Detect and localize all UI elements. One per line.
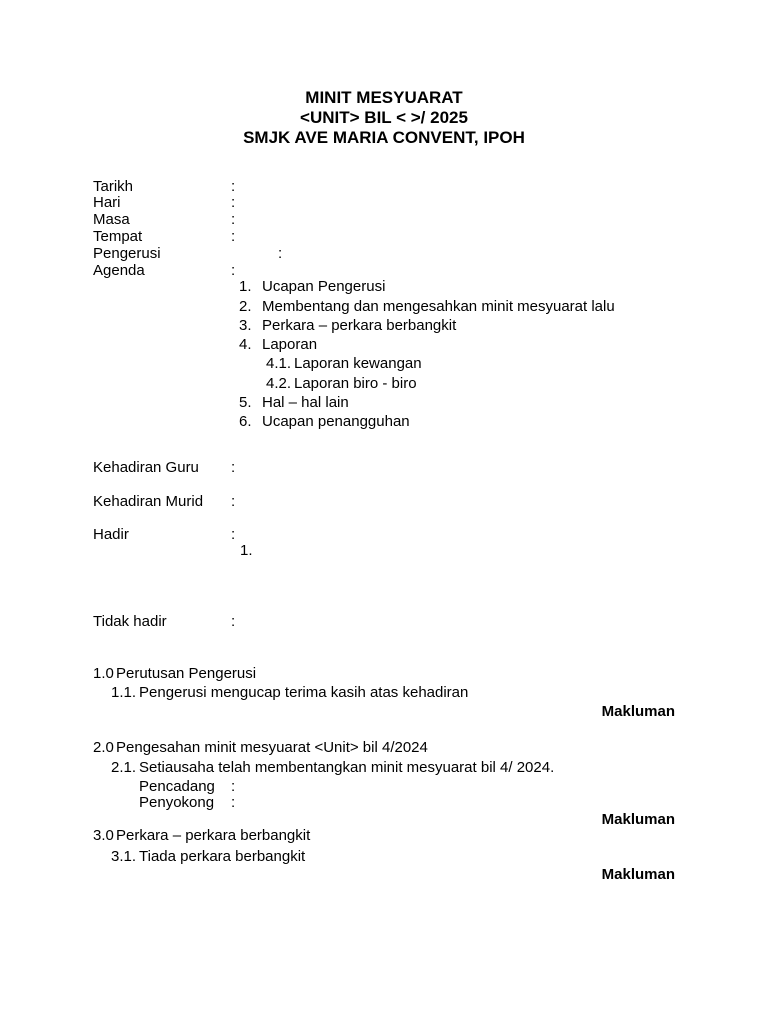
colon: : bbox=[231, 194, 236, 211]
agenda-item-4-2: Laporan biro - biro bbox=[294, 375, 417, 392]
agenda-number: 2. bbox=[239, 298, 252, 315]
colon: : bbox=[231, 493, 236, 510]
colon: : bbox=[231, 459, 236, 476]
section-3-title: Perkara – perkara berbangkit bbox=[116, 827, 311, 844]
section-1-1-text: Pengerusi mengucap terima kasih atas kehadiran bbox=[139, 684, 469, 701]
colon: : bbox=[231, 794, 236, 811]
colon: : bbox=[231, 526, 236, 543]
doc-subtitle-unit: <UNIT> BIL < >/ 2025 bbox=[300, 108, 468, 127]
subsection-number: 3.1. bbox=[111, 848, 137, 865]
colon: : bbox=[231, 178, 236, 195]
makluman-label: Makluman bbox=[601, 703, 675, 720]
label-penyokong: Penyokong bbox=[139, 794, 215, 811]
section-1-title: Perutusan Pengerusi bbox=[116, 665, 257, 682]
agenda-number: 6. bbox=[239, 413, 252, 430]
label-pencadang: Pencadang bbox=[139, 778, 215, 795]
label-masa: Masa bbox=[93, 211, 130, 228]
agenda-item-6: Ucapan penangguhan bbox=[262, 413, 410, 430]
doc-school-name: SMJK AVE MARIA CONVENT, IPOH bbox=[243, 128, 525, 147]
label-tarikh: Tarikh bbox=[93, 178, 134, 195]
doc-title: MINIT MESYUARAT bbox=[305, 88, 463, 107]
agenda-subnumber: 4.2. bbox=[266, 375, 292, 392]
agenda-item-4: Laporan bbox=[262, 336, 318, 353]
section-number: 3.0 bbox=[93, 827, 114, 844]
makluman-label: Makluman bbox=[601, 866, 675, 883]
section-number: 2.0 bbox=[93, 739, 114, 756]
section-2-title: Pengesahan minit mesyuarat <Unit> bil 4/2024 bbox=[116, 739, 428, 756]
label-agenda: Agenda bbox=[93, 262, 145, 279]
section-number: 1.0 bbox=[93, 665, 114, 682]
label-tempat: Tempat bbox=[93, 228, 143, 245]
label-hadir: Hadir bbox=[93, 526, 129, 543]
agenda-item-4-1: Laporan kewangan bbox=[294, 355, 422, 372]
label-pengerusi: Pengerusi bbox=[93, 245, 161, 262]
agenda-number: 5. bbox=[239, 394, 252, 411]
label-hari: Hari bbox=[93, 194, 121, 211]
agenda-number: 1. bbox=[239, 278, 252, 295]
colon: : bbox=[231, 228, 236, 245]
subsection-number: 1.1. bbox=[111, 684, 137, 701]
colon: : bbox=[231, 778, 236, 795]
section-2-1-text: Setiausaha telah membentangkan minit mesyuarat bil 4/ 2024. bbox=[139, 759, 555, 776]
agenda-number: 4. bbox=[239, 336, 252, 353]
colon: : bbox=[231, 613, 236, 630]
agenda-item-3: Perkara – perkara berbangkit bbox=[262, 317, 457, 334]
label-kehadiran-guru: Kehadiran Guru bbox=[93, 459, 199, 476]
agenda-item-1: Ucapan Pengerusi bbox=[262, 278, 386, 295]
agenda-subnumber: 4.1. bbox=[266, 355, 292, 372]
label-tidak-hadir: Tidak hadir bbox=[93, 613, 167, 630]
section-3-1-text: Tiada perkara berbangkit bbox=[139, 848, 306, 865]
agenda-number: 3. bbox=[239, 317, 252, 334]
colon: : bbox=[231, 262, 236, 279]
colon: : bbox=[278, 245, 283, 262]
agenda-item-5: Hal – hal lain bbox=[262, 394, 349, 411]
makluman-label: Makluman bbox=[601, 811, 675, 828]
subsection-number: 2.1. bbox=[111, 759, 137, 776]
hadir-list-number: 1. bbox=[240, 542, 253, 559]
agenda-item-2: Membentang dan mengesahkan minit mesyuarat lalu bbox=[262, 298, 615, 315]
label-kehadiran-murid: Kehadiran Murid bbox=[93, 493, 204, 510]
colon: : bbox=[231, 211, 236, 228]
